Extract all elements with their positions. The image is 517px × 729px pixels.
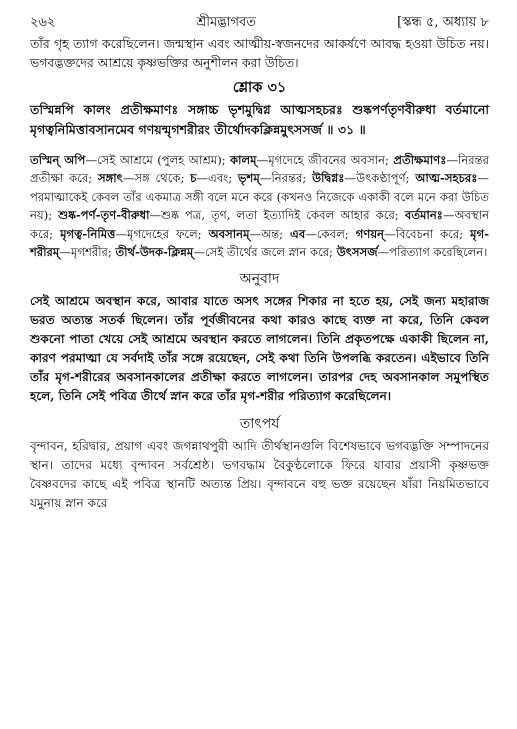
page-header bbox=[30, 14, 489, 32]
intro-paragraph: তাঁর গৃহ ত্যাগ করেছিলেন। জন্মস্থান এবং আত্মীয়-স্বজনদের আকর্ষণে আবদ্ধ হওয়া উচিত নয়। ভগবদ্ভক্তদের আশ্রয়ে কৃষ্ণভক্তির অনুশীলন করা উচিত। bbox=[30, 36, 489, 70]
synonym-meaning: নিরন্তর; bbox=[271, 171, 313, 186]
synonym-meaning: পরমাত্মাকেই কেবল তাঁর একমাত্র সঙ্গী বলে মনে করে (কখনও নিজেকে একাকী বলে মনে করা উচিত নয়); bbox=[30, 189, 489, 223]
synonym-word: চ bbox=[190, 171, 197, 186]
synonym-meaning: মৃগশরীর; bbox=[70, 245, 116, 260]
synonym-word: এব bbox=[290, 226, 306, 241]
synonym-word: তীর্থ-উদক-ক্লিন্নম্ bbox=[115, 245, 194, 260]
synonym-meaning: শুষ্ক পত্র, তৃণ, লতা ইত্যাদিই কেবল আহার করে; bbox=[161, 208, 405, 223]
book-title: শ্রীমদ্ভাগবত bbox=[196, 15, 257, 30]
canto-chapter: [স্কন্ধ ৫, অধ্যায় ৮ bbox=[397, 15, 489, 30]
synonym-word: উদ্বিগ্নঃ bbox=[312, 171, 345, 186]
synonym-meaning: উৎকণ্ঠাপূর্ণ; bbox=[356, 171, 416, 186]
synonym-word: ভৃশম্ bbox=[237, 171, 260, 186]
translation-text: সেই আশ্রমে অবস্থান করে, আবার যাতে অসৎ সঙ্গের শিকার না হতে হয়, সেই জন্য মহারাজ ভরত অত্যন্ত সতর্ক ছিলেন। তাঁর পূর্বজীবনের কথা কারও কাছে ব্যক্ত না করে, তিনি কেবল শুকনো পাতা খেয়ে সেই আশ্রমে অবস্থান করতে লাগলেন। তিনি প্রকৃতপক্ষে একাকী ছিলেন না, কারণ পরমাত্মা যে সর্বদাই তাঁর সঙ্গে রয়েছেন, সেই কথা তিনি উপলব্ধি করতেন। এইভাবে তিনি তাঁর মৃগ-শরীরের অবসানকালের প্রতীক্ষা করতে লাগলেন। তারপর দেহ অবসানকাল সমুপস্থিত হলে, তিনি সেই পবিত্র তীর্থে স্নান করে তাঁর মৃগ-শরীর পরিত্যাগ করেছিলেন। bbox=[30, 294, 489, 404]
synonym-word: উৎসসর্জ bbox=[336, 245, 378, 260]
synonym-word: গণয়ন্ bbox=[355, 226, 385, 241]
purport-text: বৃন্দাবন, হরিদ্বার, প্রয়াগ এবং জগন্নাথপুরী আদি তীর্থস্থানগুলি বিশেষভাবে ভগবদ্ভক্তি সম্পাদনের স্থান। তাদের মধ্যে বৃন্দাবন সর্বশ্রেষ্ঠ। ভগবদ্ধাম বৈকুণ্ঠলোকে ফিরে যাবার প্রয়াসী কৃষ্ণভক্ত বৈষ্ণবদের কাছে এই পবিত্র স্থানটি অত্যন্ত প্রিয়। বৃন্দাবনে বহু ভক্ত রয়েছেন যাঁরা নিয়মিতভাবে যমুনায় স্নান করে bbox=[30, 439, 489, 511]
synonym-word: সঙ্গাৎ bbox=[97, 171, 123, 186]
synonym-meaning: অন্ত; bbox=[261, 226, 291, 241]
synonym-word: মৃগ-শরীরম্ bbox=[30, 226, 490, 260]
synonym-meaning: মৃগদেহে জীবনের অবসান; bbox=[268, 153, 394, 167]
page-number: ২৬২ bbox=[30, 15, 56, 30]
synonym-meaning: নিরন্তর প্রতীক্ষা করে; bbox=[30, 153, 490, 186]
synonym-meaning: সেই তীর্থের জলে স্নান করে; bbox=[204, 245, 337, 260]
synonym-word: বর্তমানঃ bbox=[404, 208, 443, 223]
synonym-meaning: অবস্থান করে; bbox=[30, 208, 489, 241]
purport-heading: তাৎপর্য bbox=[239, 416, 280, 433]
sloka-text: তস্মিন্নপি কালং প্রতীক্ষমাণঃ সঙ্গাচ্চ ভৃশমুদ্বিগ্ন আত্মসহচরঃ শুষ্কপর্ণতৃণবীরুধা বর্তমানো মৃগত্বনিমিত্তাবসানমেব গণয়ন্মৃগশরীরং তীর্থোদকক্লিন্নমুৎসসর্জ ॥ ৩১ ॥ bbox=[30, 102, 489, 137]
synonym-meaning: সঙ্গ থেকে; bbox=[134, 171, 191, 186]
synonym-word: আত্ম-সহচরঃ bbox=[415, 171, 478, 186]
synonym-meaning: কেবল; bbox=[316, 226, 356, 241]
synonyms-paragraph: তস্মিন্ অপি—সেই আশ্রমে (পুলহ আশ্রম); কালম্—মৃগদেহে জীবনের অবসান; প্রতীক্ষমাণঃ—নিরন্তর প্রতীক্ষা করে; সঙ্গাৎ—সঙ্গ থেকে; চ—এবং; ভৃশম্—নিরন্তর; উদ্বিগ্নঃ—উৎকণ্ঠাপূর্ণ; আত্ম-সহচরঃ—পরমাত্মাকেই কেবল তাঁর একমাত্র সঙ্গী বলে মনে করে (কখনও নিজেকে একাকী বলে মনে করা উচিত নয়); শুষ্ক-পর্ণ-তৃণ-বীরুধা—শুষ্ক পত্র, তৃণ, লতা ইত্যাদিই কেবল আহার করে; বর্তমানঃ—অবস্থান করে; মৃগত্ব-নিমিত্ত—মৃগদেহের ফলে; অবসানম্—অন্ত; এব—কেবল; গণয়ন্—বিবেচনা করে; মৃগ-শরীরম্—মৃগশরীর; তীর্থ-উদক-ক্লিন্নম্—সেই তীর্থের জলে স্নান করে; উৎসসর্জ—পরিত্যাগ করেছিলেন। bbox=[30, 153, 490, 260]
synonym-word: প্রতীক্ষমাণঃ bbox=[393, 153, 447, 167]
synonym-word: মৃগত্ব-নিমিত্ত bbox=[60, 226, 116, 241]
sloka-title: শ্লোক ৩১ bbox=[232, 79, 287, 96]
translation-heading: অনুবাদ bbox=[239, 271, 280, 288]
synonym-meaning: বিবেচনা করে; bbox=[395, 226, 471, 241]
synonym-meaning: সেই আশ্রমে (পুলহ আশ্রম); bbox=[97, 153, 231, 167]
synonym-word: অবসানম্ bbox=[208, 226, 250, 241]
synonym-meaning: পরিত্যাগ করেছিলেন। bbox=[389, 245, 488, 260]
synonym-word: শুষ্ক-পর্ণ-তৃণ-বীরুধা bbox=[58, 208, 150, 223]
synonym-word: তস্মিন্ অপি bbox=[30, 153, 86, 167]
synonym-meaning: মৃগদেহের ফলে; bbox=[127, 226, 209, 241]
synonym-word: কালম্ bbox=[230, 153, 257, 167]
synonym-meaning: এবং; bbox=[208, 171, 238, 186]
